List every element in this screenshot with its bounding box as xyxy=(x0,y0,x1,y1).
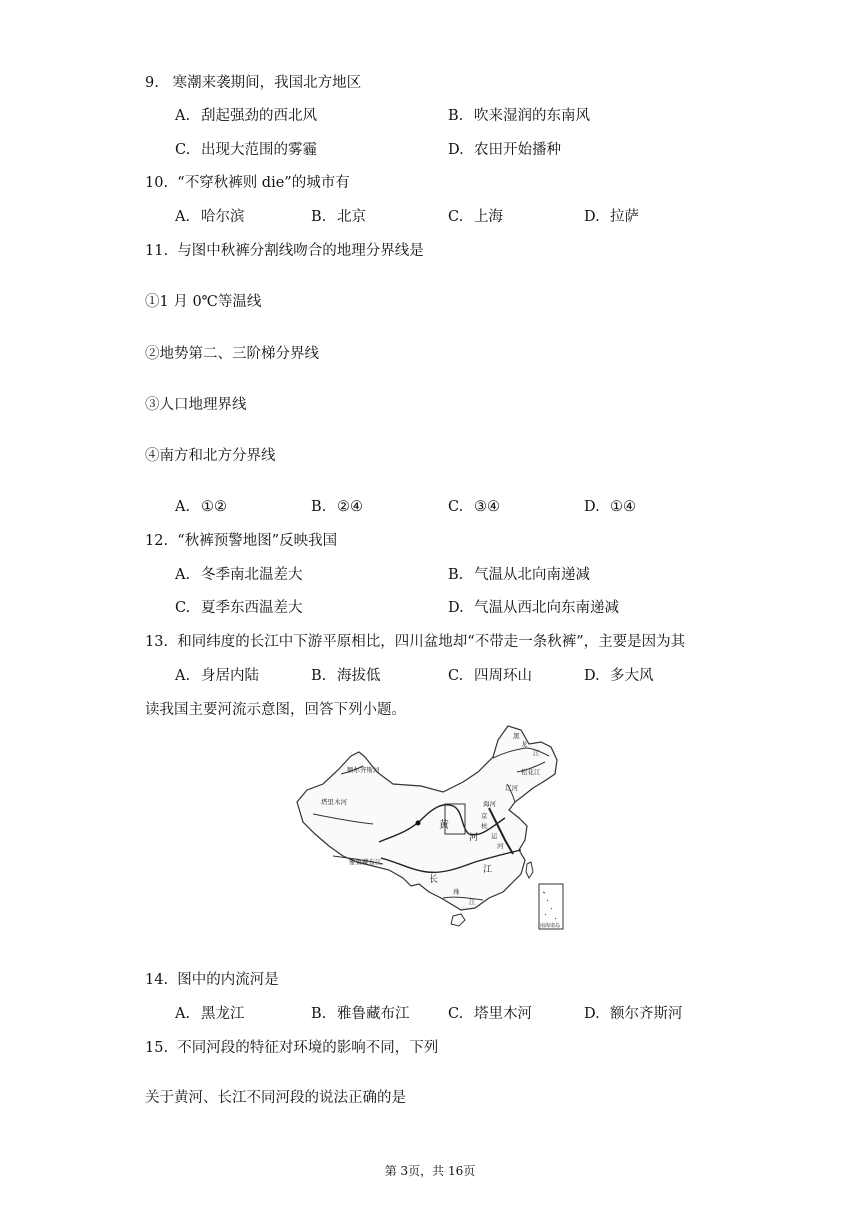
label-yarlung: 雅鲁藏布江 xyxy=(349,858,382,866)
option-text: 拉萨 xyxy=(610,209,639,225)
q9-option-c[interactable] xyxy=(175,140,317,160)
option-text: 冬季南北温差大 xyxy=(201,567,303,583)
label-eerqisi: 额尔齐斯河 xyxy=(347,766,380,774)
option-letter: B. xyxy=(311,209,327,225)
taiwan-island xyxy=(526,862,533,878)
label-heilongjiang-3: 江 xyxy=(533,749,540,757)
china-rivers-map-svg xyxy=(293,722,568,932)
option-text: 气温从西北向东南递减 xyxy=(474,600,619,616)
option-text: 气温从北向南递减 xyxy=(474,567,590,583)
option-text: 刮起强劲的西北风 xyxy=(201,108,317,124)
q13-option-c[interactable] xyxy=(448,666,532,686)
q12-stem: 12. “秋裤预警地图”反映我国 xyxy=(145,533,338,549)
q15-stem: 15. 不同河段的特征对环境的影响不同，下列 xyxy=(145,1040,439,1056)
page-footer: 第 3页，共 16页 xyxy=(384,1164,476,1178)
option-text: 四周环山 xyxy=(474,668,532,684)
q10-option-a[interactable] xyxy=(175,207,245,227)
q14-option-b[interactable] xyxy=(311,1004,410,1024)
option-letter: D. xyxy=(584,1006,600,1022)
option-letter: C. xyxy=(448,1006,464,1022)
option-letter: D. xyxy=(448,600,464,616)
china-rivers-map xyxy=(293,722,568,932)
label-hang: 杭 xyxy=(481,822,488,830)
q9-stem: 9. 寒潮来袭期间，我国北方地区 xyxy=(145,75,362,91)
q11-option-c[interactable] xyxy=(448,497,500,517)
option-letter: C. xyxy=(175,600,191,616)
option-letter: D. xyxy=(448,142,464,158)
option-text: 农田开始播种 xyxy=(474,142,561,158)
q9-option-d[interactable] xyxy=(448,140,561,160)
option-text: 哈尔滨 xyxy=(201,209,245,225)
option-letter: A. xyxy=(175,209,191,225)
label-huang: 黄 xyxy=(439,820,449,831)
q13-option-d[interactable] xyxy=(584,666,654,686)
label-jiang-yz: 江 xyxy=(483,865,493,875)
q13-option-a[interactable] xyxy=(175,666,259,686)
option-letter: D. xyxy=(584,209,600,225)
label-zhu: 珠 xyxy=(453,888,460,896)
q12-option-d[interactable] xyxy=(448,598,619,618)
lake-dot xyxy=(416,821,421,826)
q12-option-c[interactable] xyxy=(175,598,303,618)
q12-option-b[interactable] xyxy=(448,565,590,585)
option-text: 多大风 xyxy=(610,668,654,684)
label-inset: 南海诸岛 xyxy=(540,923,561,929)
option-letter: C. xyxy=(448,668,464,684)
label-heilongjiang-1: 黑 xyxy=(513,732,520,740)
q14-option-c[interactable] xyxy=(448,1004,532,1024)
q11-option-d[interactable] xyxy=(584,497,636,517)
option-text: ②④ xyxy=(337,499,363,515)
q14-option-d[interactable] xyxy=(584,1004,683,1024)
q9-option-a[interactable] xyxy=(175,106,317,126)
option-text: 吹来湿润的东南风 xyxy=(474,108,590,124)
label-jing: 京 xyxy=(481,812,488,820)
option-letter: C. xyxy=(175,142,191,158)
label-talimu: 塔里木河 xyxy=(321,798,347,806)
q11-option-b[interactable] xyxy=(311,497,363,517)
option-text: 雅鲁藏布江 xyxy=(337,1006,410,1022)
option-text: 身居内陆 xyxy=(201,668,259,684)
option-text: 海拔低 xyxy=(337,668,381,684)
option-text: 北京 xyxy=(337,209,366,225)
option-text: ①④ xyxy=(610,499,636,515)
option-letter: B. xyxy=(311,668,327,684)
option-text: 夏季东西温差大 xyxy=(201,600,303,616)
option-letter: B. xyxy=(311,499,327,515)
label-huang-he: 河 xyxy=(469,833,479,843)
q13-stem: 13. 和同纬度的长江中下游平原相比，四川盆地却“不带走一条秋裤”，主要是因为其 xyxy=(145,634,686,650)
q14-stem: 14. 图中的内流河是 xyxy=(145,972,279,988)
q11-option-a[interactable] xyxy=(175,497,227,517)
option-text: 额尔齐斯河 xyxy=(610,1006,683,1022)
option-letter: B. xyxy=(448,108,464,124)
option-letter: A. xyxy=(175,668,191,684)
option-letter: B. xyxy=(448,567,464,583)
q10-option-b[interactable] xyxy=(311,207,366,227)
q15-continuation: 关于黄河、长江不同河段的说法正确的是 xyxy=(145,1090,406,1106)
hainan-island xyxy=(451,914,465,926)
option-text: ①② xyxy=(201,499,227,515)
map-intro: 读我国主要河流示意图，回答下列小题。 xyxy=(145,702,406,718)
q10-option-c[interactable] xyxy=(448,207,503,227)
label-songhuajiang: 松花江 xyxy=(521,768,541,776)
q11-stem: 11. 与图中秋裤分割线吻合的地理分界线是 xyxy=(145,243,424,259)
option-letter: A. xyxy=(175,1006,191,1022)
option-letter: B. xyxy=(311,1006,327,1022)
option-letter: D. xyxy=(584,499,600,515)
option-text: 黑龙江 xyxy=(201,1006,245,1022)
option-letter: C. xyxy=(448,499,464,515)
q14-option-a[interactable] xyxy=(175,1004,245,1024)
q11-item-4: ④南方和北方分界线 xyxy=(145,448,276,464)
label-he: 河 xyxy=(497,842,504,850)
label-chang: 长 xyxy=(429,875,439,885)
option-letter: D. xyxy=(584,668,600,684)
option-letter: A. xyxy=(175,108,191,124)
q13-option-b[interactable] xyxy=(311,666,381,686)
label-yun: 运 xyxy=(491,832,498,840)
option-letter: C. xyxy=(448,209,464,225)
q11-item-1: ①1 月 0℃等温线 xyxy=(145,294,262,310)
label-heilongjiang-2: 龙 xyxy=(521,740,528,748)
q11-item-2: ②地势第二、三阶梯分界线 xyxy=(145,346,319,362)
label-haihe: 海河 xyxy=(483,800,496,808)
q12-option-a[interactable] xyxy=(175,565,303,585)
option-text: 出现大范围的雾霾 xyxy=(201,142,317,158)
option-text: 塔里木河 xyxy=(474,1006,532,1022)
option-text: ③④ xyxy=(474,499,500,515)
label-liaohe: 辽河 xyxy=(505,784,518,792)
q10-stem: 10. “不穿秋裤则 die”的城市有 xyxy=(145,175,350,191)
q11-item-3: ③人口地理界线 xyxy=(145,397,247,413)
q9-option-b[interactable] xyxy=(448,106,590,126)
option-letter: A. xyxy=(175,499,191,515)
label-jiang-zh: 江 xyxy=(469,898,476,906)
option-letter: A. xyxy=(175,567,191,583)
option-text: 上海 xyxy=(474,209,503,225)
q10-option-d[interactable] xyxy=(584,207,639,227)
